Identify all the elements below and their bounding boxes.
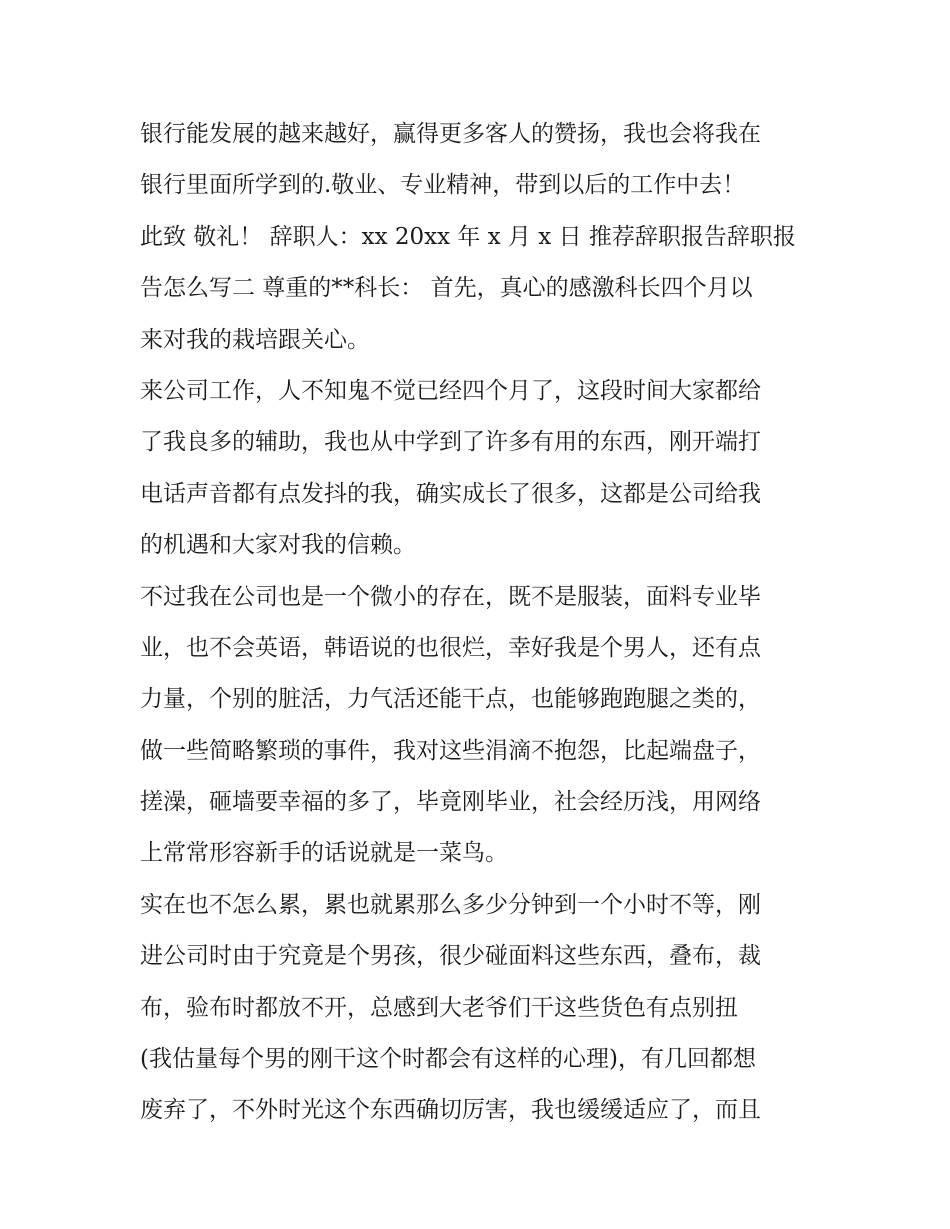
text-line-11: 业，也不会英语，韩语说的也很烂，幸好我是个男人，还有点 (140, 634, 761, 661)
document-body (140, 109, 820, 1137)
text-line-18: 布，验布时都放不开，总感到大老爷们干这些货色有点别扭 (140, 994, 738, 1021)
text-line-15: 上常常形容新手的话说就是一菜鸟。 (140, 840, 508, 867)
text-line-5: 来对我的栽培跟关心。 (140, 326, 370, 353)
text-line-10: 不过我在公司也是一个微小的存在，既不是服装，面料专业毕 (140, 583, 761, 610)
text-line-20: 废弃了，不外时光这个东西确切厉害，我也缓缓适应了，而且 (140, 1097, 761, 1124)
text-line-4: 告怎么写二 尊重的**科长： 首先，真心的感激科长四个月以 (140, 275, 753, 302)
text-line-19: (我估量每个男的刚干这个时都会有这样的心理)，有几回都想 (140, 1046, 756, 1073)
text-line-17: 进公司时由于究竟是个男孩，很少碰面料这些东西，叠布，裁 (140, 943, 761, 970)
text-line-14: 搓澡，砸墙要幸福的多了，毕竟刚毕业，社会经历浅，用网络 (140, 789, 761, 816)
text-line-6: 来公司工作，人不知鬼不觉已经四个月了，这段时间大家都给 (140, 377, 761, 404)
text-line-12: 力量，个别的脏活，力气活还能干点，也能够跑跑腿之类的， (140, 686, 761, 713)
text-line-13: 做一些简略繁琐的事件，我对这些涓滴不抱怨，比起端盘子， (140, 737, 761, 764)
text-line-2: 银行里面所学到的.敬业、专业精神，带到以后的工作中去！ (140, 172, 746, 199)
text-line-16: 实在也不怎么累，累也就累那么多少分钟到一个小时不等，刚 (140, 891, 761, 918)
text-line-1: 银行能发展的越来越好，赢得更多客人的赞扬，我也会将我在 (140, 121, 761, 147)
text-line-8: 电话声音都有点发抖的我，确实成长了很多，这都是公司给我 (140, 480, 761, 507)
text-line-9: 的机遇和大家对我的信赖。 (140, 532, 416, 559)
text-line-7: 了我良多的辅助，我也从中学到了许多有用的东西，刚开端打 (140, 429, 761, 456)
text-line-3: 此致 敬礼！ 辞职人：xx 20xx 年 x 月 x 日 推荐辞职报告辞职报 (140, 223, 796, 250)
